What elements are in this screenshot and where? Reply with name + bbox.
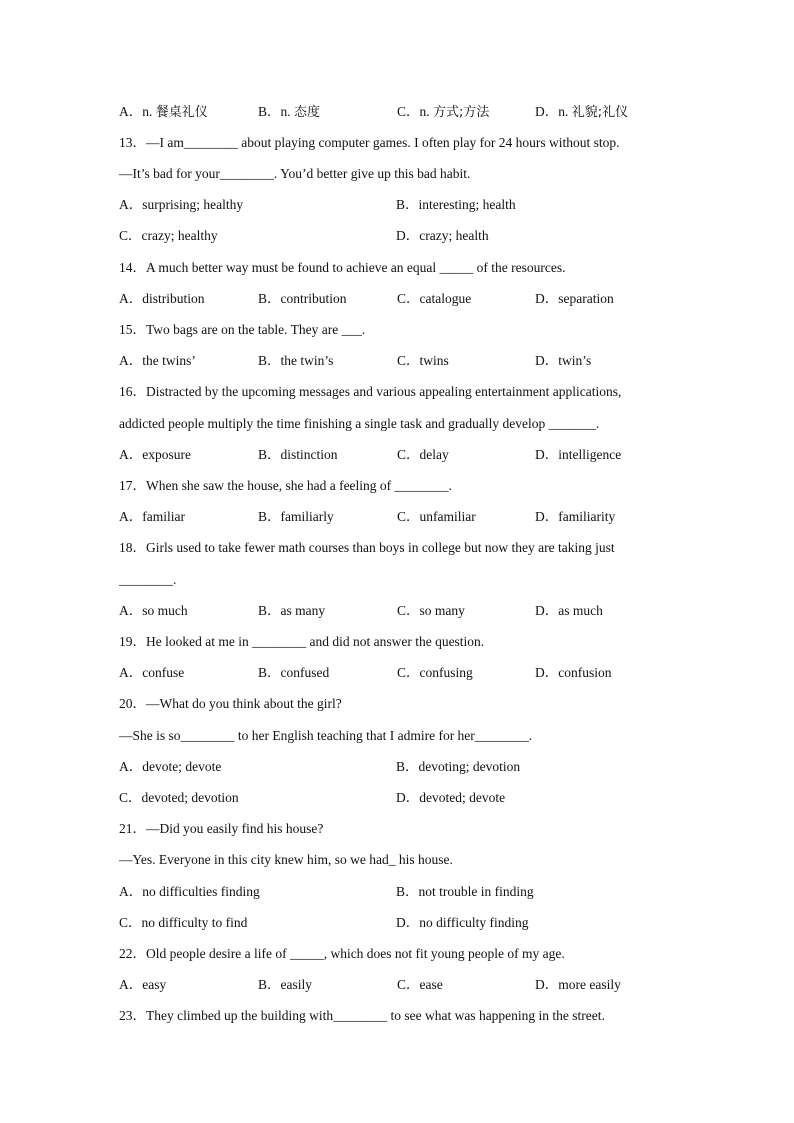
q13-option-d: D．crazy; health (396, 228, 489, 243)
q21-option-b: B．not trouble in finding (396, 884, 534, 899)
q14-option-c: C．catalogue (397, 291, 472, 306)
q13-stem-line-2: —It’s bad for your________. You’d better give up this bad habit. (119, 166, 471, 181)
q12-option-c: C．n. 方式;方法 (397, 104, 490, 120)
q13-option-c: C．crazy; healthy (119, 228, 218, 243)
q16-option-a: A．exposure (119, 447, 191, 462)
q21-stem-line-1: 21．—Did you easily find his house? (119, 821, 324, 836)
q14-stem: 14．A much better way must be found to achieve an equal _____ of the resources. (119, 260, 566, 275)
q17-option-c: C．unfamiliar (397, 509, 476, 524)
q21-stem-line-2: —Yes. Everyone in this city knew him, so we had_ his house. (119, 852, 453, 867)
q23-stem: 23．They climbed up the building with________ to see what was happening in the street. (119, 1008, 605, 1023)
q22-option-a: A．easy (119, 977, 167, 992)
q17-option-a: A．familiar (119, 509, 185, 524)
q16-stem-line-2: addicted people multiply the time finishing a single task and gradually develop _______. (119, 416, 600, 431)
q16-option-c: C．delay (397, 447, 449, 462)
q21-option-c: C．no difficulty to find (119, 915, 248, 930)
q16-option-d: D．intelligence (535, 447, 622, 462)
q15-option-a: A．the twins’ (119, 353, 196, 368)
q16-option-b: B．distinction (258, 447, 338, 462)
q15-stem: 15．Two bags are on the table. They are ___. (119, 322, 366, 337)
q13-option-a: A．surprising; healthy (119, 197, 244, 212)
q14-option-d: D．separation (535, 291, 614, 306)
q12-option-d: D．n. 礼貌;礼仪 (535, 104, 629, 120)
q19-option-c: C．confusing (397, 665, 473, 680)
q12-option-b: B．n. 态度 (258, 104, 321, 120)
q18-stem-line-1: 18．Girls used to take fewer math courses than boys in college but now they are taking just (119, 540, 615, 555)
q21-option-a: A．no difficulties finding (119, 884, 260, 899)
q22-option-d: D．more easily (535, 977, 621, 992)
q18-option-c: C．so many (397, 603, 465, 618)
q13-stem-line-1: 13．—I am________ about playing computer games. I often play for 24 hours without stop. (119, 135, 620, 150)
q21-option-d: D．no difficulty finding (396, 915, 529, 930)
q20-stem-line-1: 20．—What do you think about the girl? (119, 696, 342, 711)
q20-option-b: B．devoting; devotion (396, 759, 521, 774)
q19-stem: 19．He looked at me in ________ and did not answer the question. (119, 634, 485, 649)
q13-option-b: B．interesting; health (396, 197, 516, 212)
q17-option-b: B．familiarly (258, 509, 334, 524)
q20-option-d: D．devoted; devote (396, 790, 506, 805)
q22-option-c: C．ease (397, 977, 443, 992)
q20-stem-line-2: —She is so________ to her English teaching that I admire for her________. (119, 728, 533, 743)
q20-option-a: A．devote; devote (119, 759, 222, 774)
q18-stem-line-2: ________. (119, 572, 177, 587)
q19-option-b: B．confused (258, 665, 330, 680)
q15-option-c: C．twins (397, 353, 449, 368)
q18-option-d: D．as much (535, 603, 603, 618)
q14-option-b: B．contribution (258, 291, 347, 306)
q12-option-a: A．n. 餐桌礼仪 (119, 104, 208, 120)
q14-option-a: A．distribution (119, 291, 205, 306)
q15-option-b: B．the twin’s (258, 353, 334, 368)
q16-stem-line-1: 16．Distracted by the upcoming messages and various appealing entertainment applications, (119, 384, 622, 399)
q19-option-a: A．confuse (119, 665, 185, 680)
q22-option-b: B．easily (258, 977, 312, 992)
q20-option-c: C．devoted; devotion (119, 790, 239, 805)
q15-option-d: D．twin’s (535, 353, 592, 368)
q18-option-b: B．as many (258, 603, 326, 618)
q22-stem: 22．Old people desire a life of _____, which does not fit young people of my age. (119, 946, 565, 961)
q19-option-d: D．confusion (535, 665, 612, 680)
q17-option-d: D．familiarity (535, 509, 616, 524)
q17-stem: 17．When she saw the house, she had a feeling of ________. (119, 478, 452, 493)
q18-option-a: A．so much (119, 603, 188, 618)
